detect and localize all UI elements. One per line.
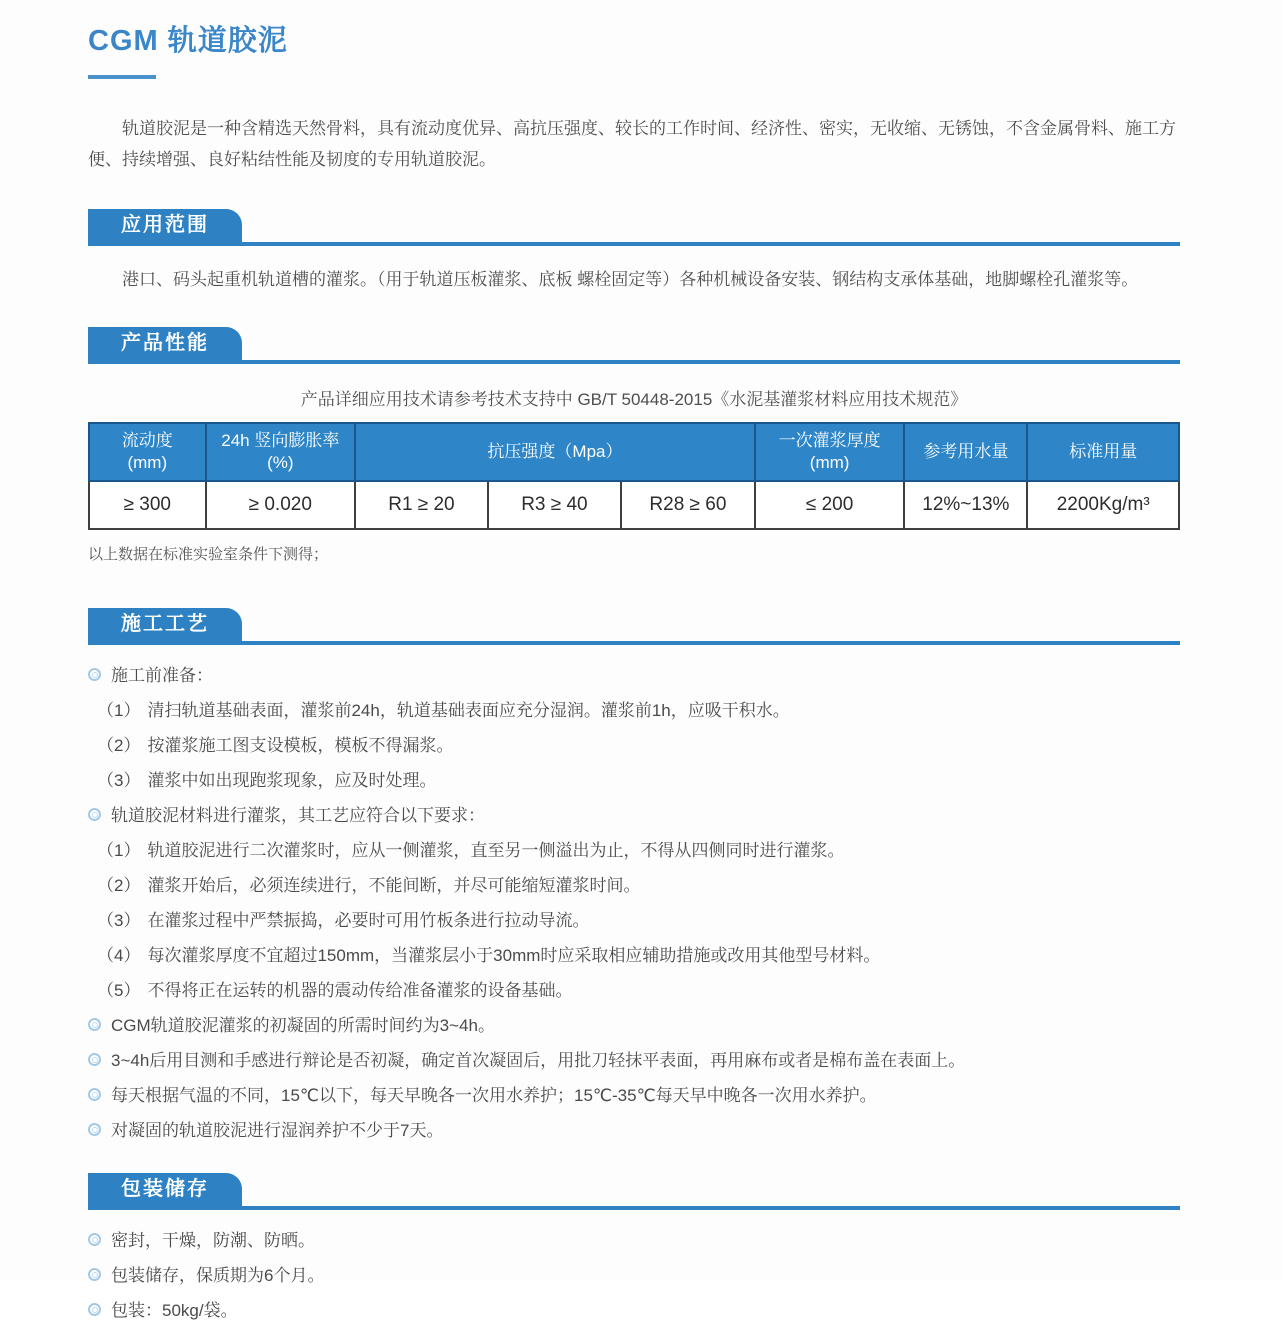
data-cell-expansion: ≥ 0.020 (206, 481, 355, 529)
packaging-item (88, 1229, 1180, 1253)
process-item (88, 874, 1180, 898)
header-cell-standard-usage: 标准用量 (1027, 423, 1179, 481)
data-cell-r28: R28 ≥ 60 (621, 481, 755, 529)
item-text: 施工前准备： (111, 666, 213, 686)
section-packaging-heading (88, 1173, 1180, 1210)
item-text: 按灌浆施工图支设模板，模板不得漏浆。 (147, 736, 454, 756)
process-item (88, 1014, 1180, 1038)
process-item (88, 839, 1180, 863)
item-text: 对凝固的轨道胶泥进行湿润养护不少于7天。 (111, 1121, 444, 1141)
item-text: 不得将正在运转的机器的震动传给准备灌浆的设备基础。 (147, 981, 573, 1001)
item-text: 包装：50kg/袋。 (111, 1301, 238, 1321)
process-item (88, 1049, 1180, 1073)
packaging-item (88, 1299, 1180, 1323)
process-item (88, 804, 1180, 828)
process-list (88, 664, 1180, 1143)
item-text: 包装储存，保质期为6个月。 (111, 1266, 325, 1286)
item-number: （2） (97, 736, 141, 756)
item-text: 3~4h后用目测和手感进行辩论是否初凝，确定首次凝固后，用批刀轻抹平表面，再用麻布或者是棉布盖在表面上。 (111, 1051, 966, 1071)
process-item (88, 979, 1180, 1003)
data-cell-r1: R1 ≥ 20 (355, 481, 488, 529)
item-number: （2） (97, 876, 141, 896)
item-text: 在灌浆过程中严禁振捣，必要时可用竹板条进行拉动导流。 (147, 911, 590, 931)
double-circle-bullet-icon (88, 1123, 101, 1136)
double-circle-bullet-icon (88, 1053, 101, 1066)
item-text: 灌浆开始后，必须连续进行，不能间断，并尽可能缩短灌浆时间。 (147, 876, 641, 896)
table-footnote: 以上数据在标准实验室条件下测得； (88, 546, 329, 564)
item-text: 轨道胶泥材料进行灌浆，其工艺应符合以下要求： (111, 806, 485, 826)
application-body: 港口、码头起重机轨道槽的灌浆。（用于轨道压板灌浆、底板 螺栓固定等）各种机械设备安装、钢结构支承体基础，地脚螺栓孔灌浆等。 (122, 270, 1139, 289)
item-text: 轨道胶泥进行二次灌浆时，应从一侧灌浆，直至另一侧溢出为止，不得从四侧同时进行灌浆。 (147, 841, 845, 861)
data-cell-flowability: ≥ 300 (89, 481, 206, 529)
data-cell-thickness: ≤ 200 (755, 481, 904, 529)
section-badge-process: 施工工艺 (88, 608, 242, 641)
item-number: （1） (97, 841, 141, 861)
item-text: 灌浆中如出现跑浆现象，应及时处理。 (147, 771, 437, 791)
data-cell-water: 12%~13% (904, 481, 1027, 529)
item-number: （1） (97, 701, 141, 721)
page-title: CGM 轨道胶泥 (88, 25, 288, 57)
item-number: （4） (97, 946, 141, 966)
double-circle-bullet-icon (88, 1268, 101, 1281)
header-cell-compressive-strength: 抗压强度（Mpa） (355, 423, 755, 481)
intro-paragraph: 轨道胶泥是一种含精选天然骨料，具有流动度优异、高抗压强度、较长的工作时间、经济性、密实，无收缩、无锈蚀，不含金属骨料、施工方便、持续增强、良好粘结性能及韧度的专用轨道胶泥。 (88, 119, 1176, 169)
double-circle-bullet-icon (88, 1018, 101, 1031)
section-application-heading (88, 209, 1180, 246)
performance-note: 产品详细应用技术请参考技术支持中 GB/T 50448-2015《水泥基灌浆材料应用技术规范》 (300, 390, 968, 409)
item-text: 每天根据气温的不同，15℃以下，每天早晚各一次用水养护；15℃-35℃每天早中晚各一次用水养护。 (111, 1086, 877, 1106)
data-cell-usage: 2200Kg/m³ (1027, 481, 1179, 529)
process-item (88, 769, 1180, 793)
header-cell-grout-thickness: 一次灌浆厚度 (mm) (755, 423, 904, 481)
section-badge-performance: 产品性能 (88, 327, 242, 360)
item-number: （3） (97, 771, 141, 791)
item-text: 每次灌浆厚度不宜超过150mm，当灌浆层小于30mm时应采取相应辅助措施或改用其他型号材料。 (147, 946, 881, 966)
process-item (88, 1084, 1180, 1108)
item-number: （3） (97, 911, 141, 931)
process-item (88, 944, 1180, 968)
packaging-item (88, 1264, 1180, 1288)
data-cell-r3: R3 ≥ 40 (488, 481, 621, 529)
section-performance-heading (88, 327, 1180, 364)
header-cell-water-amount: 参考用水量 (904, 423, 1027, 481)
process-item (88, 1119, 1180, 1143)
double-circle-bullet-icon (88, 668, 101, 681)
process-item (88, 909, 1180, 933)
double-circle-bullet-icon (88, 1303, 101, 1316)
header-cell-expansion: 24h 竖向膨胀率 (%) (206, 423, 355, 481)
item-text: CGM轨道胶泥灌浆的初凝固的所需时间约为3~4h。 (111, 1016, 495, 1036)
section-badge-application: 应用范围 (88, 209, 242, 242)
process-item (88, 734, 1180, 758)
double-circle-bullet-icon (88, 1088, 101, 1101)
table-header-row (89, 423, 1179, 481)
performance-table (88, 422, 1180, 530)
section-process-heading (88, 608, 1180, 645)
title-underline (88, 75, 156, 79)
table-data-row (89, 481, 1179, 529)
process-item (88, 664, 1180, 688)
header-cell-flowability: 流动度 (mm) (89, 423, 206, 481)
double-circle-bullet-icon (88, 1233, 101, 1246)
item-text: 清扫轨道基础表面，灌浆前24h，轨道基础表面应充分湿润。灌浆前1h，应吸干积水。 (147, 701, 790, 721)
double-circle-bullet-icon (88, 808, 101, 821)
process-item (88, 699, 1180, 723)
item-number: （5） (97, 981, 141, 1001)
packaging-list (88, 1229, 1180, 1323)
item-text: 密封，干燥，防潮、防晒。 (111, 1231, 315, 1251)
section-badge-packaging: 包装储存 (88, 1173, 242, 1206)
